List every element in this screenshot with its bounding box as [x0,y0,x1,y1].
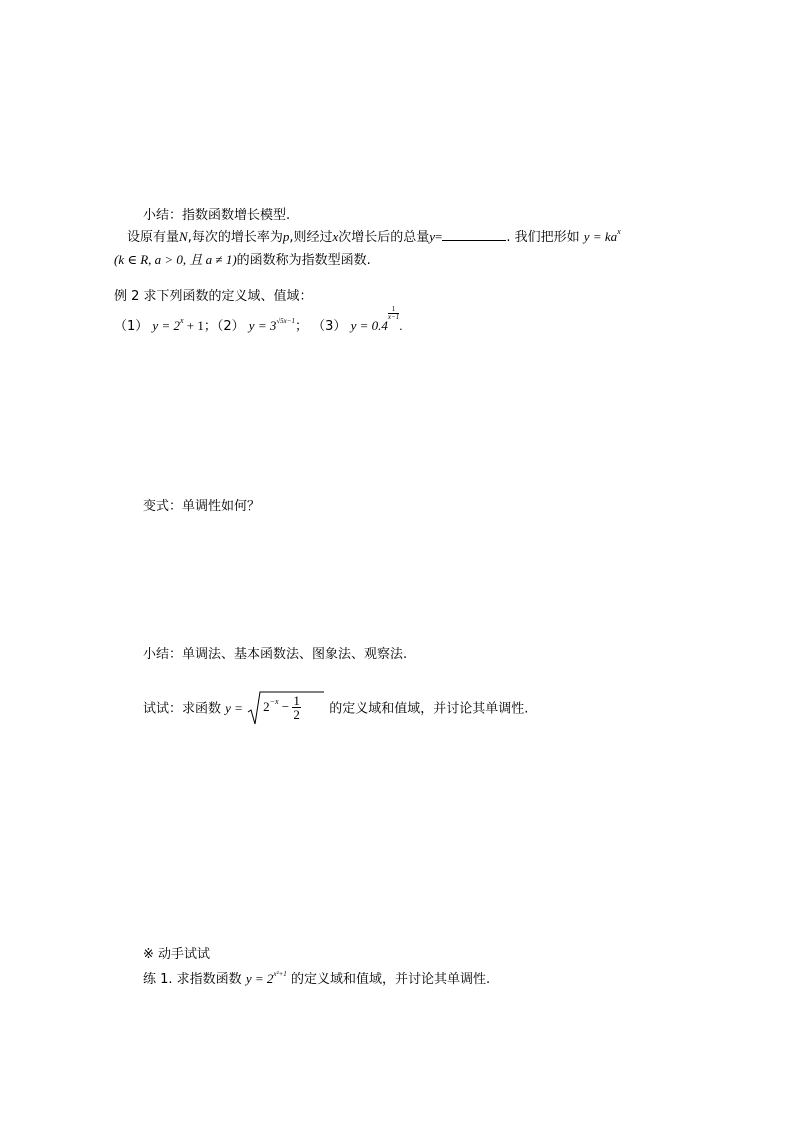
summary-line-2: (k ∈ R, a > 0, 且 a ≠ 1)的函数称为指数型函数. [114,252,371,268]
exp-model-formula: y = ka [583,229,618,244]
exercise-formula: y = 2 [245,971,274,986]
answer-blank[interactable] [442,228,506,241]
trial-question: 试试：求函数 y = $2^{-x}$ − $\frac{1}{2}$ 的定义域和值域，并讨论其单调性. [143,690,528,728]
variant-question: 变式：单调性如何？ [143,499,261,514]
summary-heading: 小结：指数函数增长模型. [143,208,291,223]
summary-line-1: 设原有量N,每次的增长率为p,则经过x次增长后的总量y= . 我们把形如 $y = ka^x$ [127,227,621,245]
one-half-fraction: $\frac{1}{2}$ [293,693,300,722]
sqrt-expression: $2^{-x}$ − $\frac{1}{2}$ [247,690,325,728]
example2-items: （1） $y = 2^x + 1$；（2） $y = 3^{√5x-1}$； （3） y = 0.4 $\frac{1}{x-1}$ . [114,305,403,334]
formula-3: y = 0.4 [350,318,388,333]
formula-3-exponent: $\frac{1}{x-1}$ [387,305,400,321]
condition-formula: (k ∈ R, a > 0, 且 a ≠ 1) [114,252,237,267]
formula-2: y = 3 [248,318,277,333]
methods-summary: 小结：单调法、基本函数法、图象法、观察法. [143,647,408,662]
exercise-1: 练 1. 求指数函数 $y = 2^{x^2+1}$ 的定义域和值域，并讨论其单调性. [143,970,491,987]
example2-heading: 例 2 求下列函数的定义域、值域： [114,289,313,304]
handson-heading: ※ 动手试试 [143,947,211,962]
formula-1: y = 2 [152,318,180,333]
